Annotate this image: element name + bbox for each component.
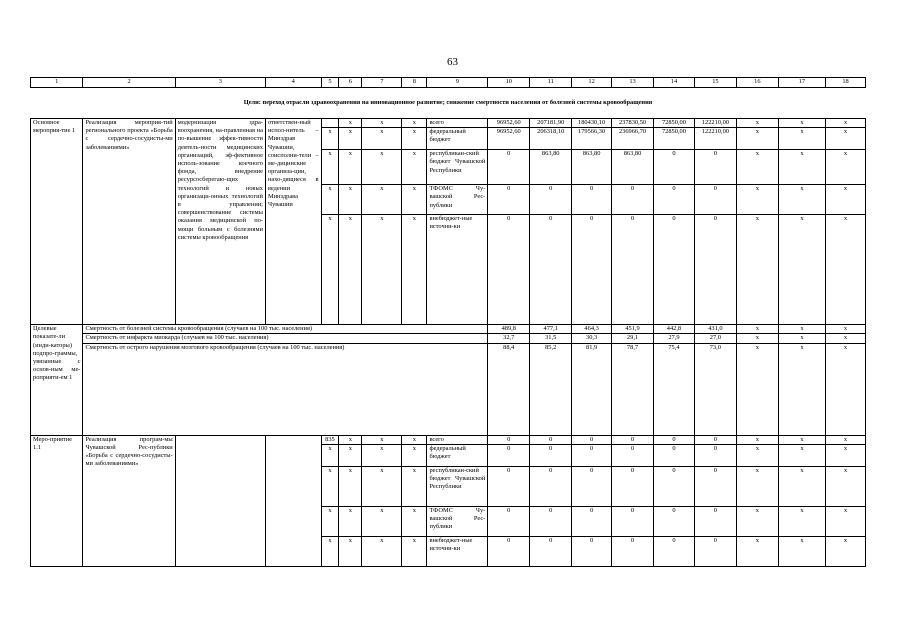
value-cell: x [736,536,778,566]
indicator-value: x [826,343,866,435]
value-cell: 0 [530,536,572,566]
indicator-label: Смертность от острого нарушения мозгового кровообращения (случаев на 100 тыс. населения) [83,343,488,435]
cell-c5: x [321,536,339,566]
funding-source: всего [427,119,488,128]
value-cell: x [826,444,866,466]
cell-c5: 835 [321,435,339,444]
value-cell: 0 [488,435,530,444]
cell-c6: x [339,215,362,325]
value-cell: x [826,128,866,150]
event-1-1-executor [265,435,321,566]
value-cell: x [736,185,778,215]
value-cell: 0 [612,506,654,536]
indicator-value: 27,9 [654,334,695,343]
value-cell: 0 [612,185,654,215]
indicator-value: 78,7 [612,343,654,435]
value-cell: x [778,506,825,536]
indicator-value: 451,9 [612,325,654,334]
cell-c7: x [362,215,402,325]
value-cell: 179566,30 [572,128,612,150]
event-1-1-task [175,435,265,566]
value-cell: 863,80 [612,150,654,185]
value-cell: 0 [612,444,654,466]
value-cell: x [826,119,866,128]
indicator-value: 85,2 [530,343,572,435]
value-cell: 0 [530,466,572,506]
value-cell: 236966,70 [612,128,654,150]
indicator-value: x [736,343,778,435]
value-cell: 207181,90 [530,119,572,128]
indicators-title: Целевые показате-ли (инди-каторы) подпро-граммы, увязанные с основ-ным ме-роприяти-ем 1 [31,325,83,435]
funding-source: ТФОМС Чу-вашской Рес-публики [427,506,488,536]
cell-c5: x [321,215,339,325]
value-cell: x [778,444,825,466]
value-cell: x [778,536,825,566]
column-number: 14 [654,78,695,88]
value-cell: 0 [654,444,695,466]
value-cell: 0 [488,444,530,466]
value-cell: x [778,150,825,185]
value-cell: x [736,435,778,444]
program-table [30,77,866,567]
column-number: 7 [362,78,402,88]
column-number: 10 [488,78,530,88]
value-cell: x [826,215,866,325]
value-cell: x [736,128,778,150]
cell-c8: x [402,466,427,506]
value-cell: x [778,185,825,215]
value-cell: x [826,435,866,444]
value-cell: 0 [572,215,612,325]
value-cell: 0 [572,444,612,466]
value-cell: 0 [654,435,695,444]
indicator-value: 75,4 [654,343,695,435]
value-cell: 0 [530,444,572,466]
table-row [31,119,866,128]
cell-c6: x [339,506,362,536]
value-cell: 0 [612,435,654,444]
indicator-value: 431,0 [694,325,736,334]
value-cell: 0 [694,215,736,325]
funding-source: ТФОМС Чу-вашской Рес-публики [427,185,488,215]
value-cell: 0 [654,150,695,185]
cell-c7: x [362,466,402,506]
column-number-row [31,78,866,88]
funding-source: внебюджет-ные источни-ки [427,215,488,325]
cell-c6: x [339,435,362,444]
value-cell: x [826,536,866,566]
value-cell: x [736,466,778,506]
cell-c5: x [321,128,339,150]
cell-c7: x [362,128,402,150]
cell-c8: x [402,185,427,215]
value-cell: x [778,435,825,444]
column-number: 5 [321,78,339,88]
value-cell: 237830,50 [612,119,654,128]
column-number: 3 [175,78,265,88]
cell-c8: x [402,435,427,444]
value-cell: x [736,215,778,325]
main-event-executor: ответствен-ный испол-нитель – Минздрав Чувашии, соисполни-тели – ме-дицинские организа-ции, нахо-дящиеся в ведении Минздрава Чувашии [265,119,321,325]
cell-c7: x [362,185,402,215]
indicator-value: 27,0 [694,334,736,343]
indicator-value: 31,5 [530,334,572,343]
indicator-value: 88,4 [488,343,530,435]
value-cell: 0 [694,185,736,215]
cell-c8: x [402,119,427,128]
indicator-value: 32,7 [488,334,530,343]
column-number: 4 [265,78,321,88]
value-cell: 0 [530,506,572,536]
value-cell: x [826,185,866,215]
value-cell: 0 [694,435,736,444]
column-number: 6 [339,78,362,88]
funding-source: федеральный бюджет [427,128,488,150]
value-cell: 122210,00 [694,119,736,128]
value-cell: x [736,444,778,466]
column-number: 17 [778,78,825,88]
cell-c7: x [362,150,402,185]
value-cell: 863,80 [572,150,612,185]
cell-c6: x [339,444,362,466]
value-cell: x [826,506,866,536]
cell-c5: x [321,506,339,536]
value-cell: 0 [612,466,654,506]
value-cell: 0 [694,150,736,185]
indicator-label: Смертность от болезней системы кровообращения (случаев на 100 тыс. населения) [83,325,488,334]
value-cell: 0 [488,185,530,215]
cell-c7: x [362,444,402,466]
column-number: 2 [83,78,175,88]
indicator-value: 29,1 [612,334,654,343]
cell-c8: x [402,215,427,325]
indicator-row [31,343,866,435]
funding-source: федеральный бюджет [427,444,488,466]
cell-c6: x [339,150,362,185]
value-cell: 0 [488,466,530,506]
value-cell: x [736,150,778,185]
cell-c5 [321,119,339,128]
value-cell: 0 [572,435,612,444]
cell-c8: x [402,444,427,466]
value-cell: x [778,215,825,325]
table-row [31,435,866,444]
column-number: 13 [612,78,654,88]
value-cell: x [778,466,825,506]
indicator-row [31,325,866,334]
funding-source: республикан-ский бюджет Чувашской Республики [427,150,488,185]
cell-c5: x [321,444,339,466]
value-cell: 0 [530,185,572,215]
cell-c6: x [339,185,362,215]
cell-c5: x [321,185,339,215]
value-cell: 0 [694,444,736,466]
funding-source: республикан-ский бюджет Чувашской Республики [427,466,488,506]
cell-c5: x [321,466,339,506]
cell-c8: x [402,128,427,150]
value-cell: x [826,466,866,506]
cell-c7: x [362,506,402,536]
cell-c7: x [362,119,402,128]
value-cell: 122210,00 [694,128,736,150]
value-cell: x [736,119,778,128]
indicator-value: x [736,334,778,343]
funding-source: всего [427,435,488,444]
column-number: 9 [427,78,488,88]
value-cell: 0 [488,536,530,566]
value-cell: 72850,00 [654,119,695,128]
indicator-value: x [778,334,825,343]
value-cell: 0 [530,435,572,444]
cell-c6: x [339,466,362,506]
value-cell: 0 [694,506,736,536]
cell-c8: x [402,150,427,185]
cell-c8: x [402,506,427,536]
value-cell: 0 [612,215,654,325]
indicator-value: 81,9 [572,343,612,435]
indicator-label: Смертность от инфаркта миокарда (случаев на 100 тыс. населения) [83,334,488,343]
event-1-1-name: Реализация програм-мы Чувашской Рес-публики «Борьба с сердечно-сосудисты-ми заболеваниями» [83,435,175,566]
value-cell: 72850,00 [654,128,695,150]
value-cell: 0 [654,215,695,325]
column-number: 18 [826,78,866,88]
column-number: 8 [402,78,427,88]
goal-text: Цели: переход отрасли здравоохранения на инновационное развитие; снижение смертности населения от болезней системы кровообращения [243,98,653,106]
main-event-task: модернизация здра-воохранения, на-правленная на по-вышение эффек-тивности деятель-ности медицинских организаций, эф-фективное исполь-зование коечного фонда, внедрение ресурсосберегаю-щих технологий и новых организаци-онных технологий в управлении; совершенствование системы оказания медицинской по-мощи больным с болезнями системы кровообращения [175,119,265,325]
indicator-value: 464,3 [572,325,612,334]
value-cell: 0 [488,506,530,536]
cell-c8: x [402,536,427,566]
value-cell: 0 [654,536,695,566]
cell-c6: x [339,128,362,150]
indicator-value: 30,3 [572,334,612,343]
value-cell: 0 [572,506,612,536]
main-event-title: Основное мероприя-тие 1 [31,119,83,325]
main-event-name: Реализация мероприя-тий регионального проекта «Борьба с сердечно-сосудисты-ми заболеваниями» [83,119,175,325]
value-cell: 0 [488,150,530,185]
indicator-value: x [826,325,866,334]
value-cell: 0 [572,466,612,506]
event-1-1-title: Меро-приятие 1.1 [31,435,83,566]
cell-c5: x [321,150,339,185]
value-cell: 0 [530,215,572,325]
funding-source: внебюджет-ные источни-ки [427,536,488,566]
value-cell: 0 [654,185,695,215]
value-cell: 0 [694,466,736,506]
value-cell: 0 [694,536,736,566]
value-cell: 0 [612,536,654,566]
page-number: 63 [447,56,458,68]
indicator-value: x [778,325,825,334]
value-cell: 206318,10 [530,128,572,150]
column-number: 1 [31,78,83,88]
cell-c7: x [362,435,402,444]
value-cell: x [778,128,825,150]
indicator-value: x [778,343,825,435]
value-cell: x [736,506,778,536]
value-cell: 863,80 [530,150,572,185]
indicator-row [31,334,866,343]
cell-c6: x [339,119,362,128]
indicator-value: 73,0 [694,343,736,435]
value-cell: 96952,60 [488,128,530,150]
value-cell: 0 [488,215,530,325]
value-cell: 96952,60 [488,119,530,128]
goal-row [31,88,866,119]
indicator-value: x [736,325,778,334]
column-number: 16 [736,78,778,88]
value-cell: 0 [654,506,695,536]
value-cell: 0 [572,536,612,566]
value-cell: 180430,10 [572,119,612,128]
indicator-value: 442,8 [654,325,695,334]
indicator-value: 489,8 [488,325,530,334]
column-number: 15 [694,78,736,88]
cell-c6: x [339,536,362,566]
indicator-value: x [826,334,866,343]
cell-c7: x [362,536,402,566]
indicator-value: 477,1 [530,325,572,334]
value-cell: x [778,119,825,128]
column-number: 12 [572,78,612,88]
column-number: 11 [530,78,572,88]
value-cell: x [826,150,866,185]
value-cell: 0 [572,185,612,215]
value-cell: 0 [654,466,695,506]
